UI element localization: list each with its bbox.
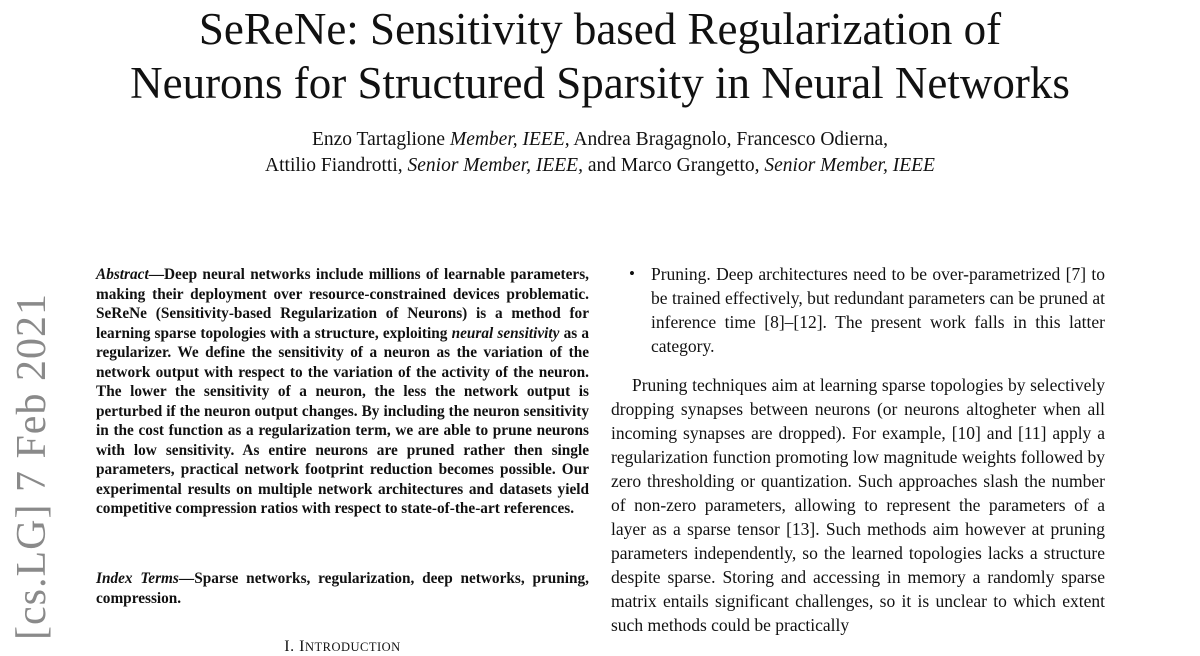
author-name: and Marco Grangetto, <box>582 155 765 176</box>
title-line-2: Neurons for Structured Sparsity in Neural Networks <box>130 58 1070 108</box>
index-terms <box>96 569 589 608</box>
paper-title <box>0 2 1200 110</box>
author-role: Senior Member, IEEE <box>764 155 935 176</box>
abstract-text-1: —Deep neural networks include millions of learnable parameters, making their deployment over resource-constrained devices problematic. SeReNe (Sensitivity-based Regularization of Neurons) is a method for learning sparse topologies with a structure, exploiting <box>96 266 589 342</box>
section-number: I. <box>284 638 295 655</box>
title-line-1: SeReNe: Sensitivity based Regularization of <box>198 4 1002 54</box>
abstract-text-2: as a regularizer. We define the sensitivity of a neuron as the variation of the network output with respect to the variation of the activity of the neuron. The lower the sensitivity of a neuron, the less the network output is perturbed if the neuron output changes. By including the neuron sensitivity in the cost function as a regularization term, we are able to prune neurons with low sensitivity. As entire neurons are pruned rather then single parameters, practical network footprint reduction becomes possible. Our experimental results on multiple network architectures and datasets yield competitive compression ratios with respect to state-of-the-art references. <box>96 324 590 517</box>
section-heading-introduction <box>96 638 589 656</box>
abstract-emphasis: neural sensitivity <box>451 324 560 342</box>
abstract-label: Abstract <box>96 266 149 283</box>
index-terms-text: —Sparse networks, regularization, deep networks, pruning, compression. <box>96 570 590 607</box>
bullet-item-pruning <box>629 262 1105 358</box>
author-list <box>0 127 1200 179</box>
author-name: Enzo Tartaglione <box>311 129 450 150</box>
bullet-icon: • <box>629 264 635 283</box>
author-role: Senior Member, IEEE, <box>407 155 583 176</box>
bullet-text: Pruning. Deep architectures need to be over-parametrized [7] to be trained effectively, but redundant parameters can be pruned at inference time [8]–[12]. The present work falls in this latter category. <box>651 264 1105 356</box>
body-paragraph: Pruning techniques aim at learning sparse topologies by selectively dropping synapses between neurons (or neurons altogheter when all incoming synapses are dropped). For example, [10] and [11] apply a regularization function promoting low magnitude weights followed by zero thresholding or quantization. Such approaches slash the number of non-zero parameters, allowing to represent the parameters of a layer as a sparse tensor [13]. Such methods aim however at pruning parameters independently, so the learned topologies lacks a structure despite sparse. Storing and accessing in memory a randomly sparse matrix entails significant challenges, so it is unclear to which extent such methods could be practically <box>611 375 1105 635</box>
abstract <box>96 265 589 519</box>
section-title-initial: I <box>299 638 305 655</box>
section-title-rest: NTRODUCTION <box>304 640 401 654</box>
index-terms-label: Index Terms <box>96 570 179 587</box>
arxiv-stamp: [cs.LG] 7 Feb 2021 <box>9 293 55 640</box>
author-name: Andrea Bragagnolo, Francesco Odierna, <box>569 129 889 150</box>
author-name: Attilio Fiandrotti, <box>265 155 408 176</box>
author-role: Member, IEEE, <box>449 129 570 150</box>
